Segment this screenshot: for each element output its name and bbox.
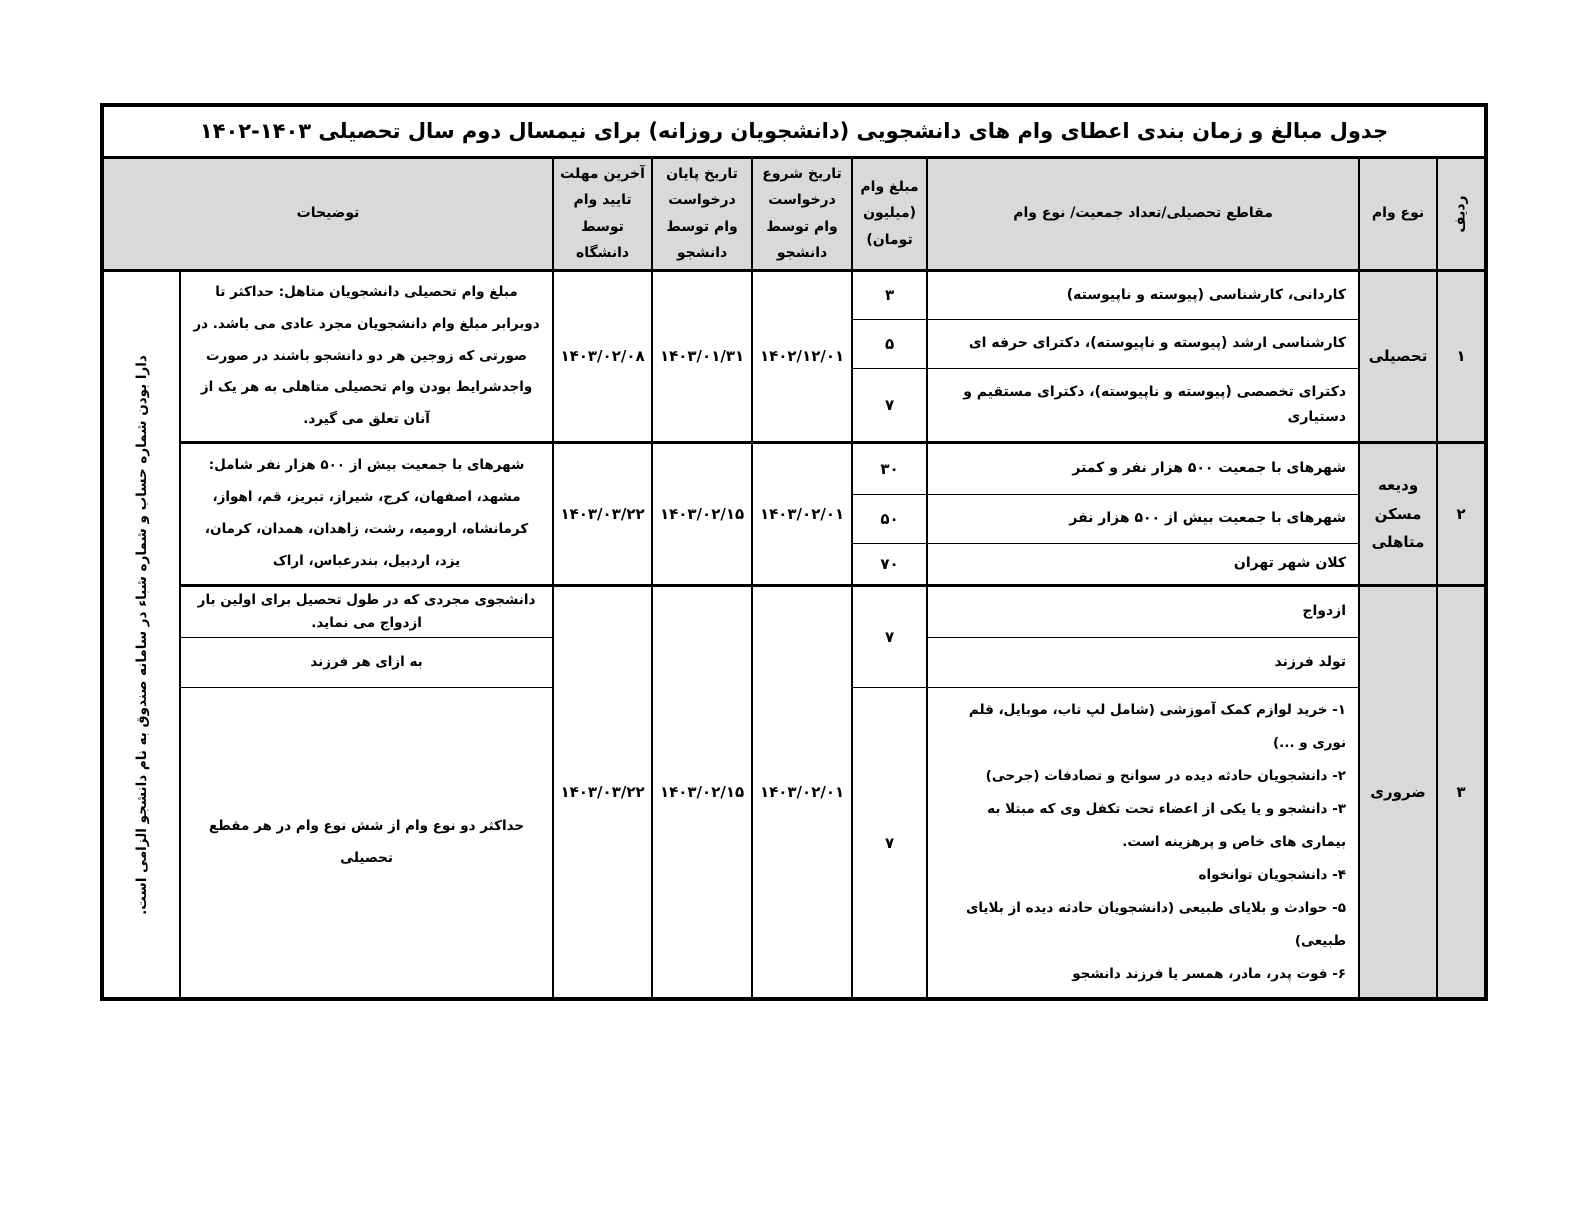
notes-cell: به ازای هر فرزند (180, 637, 553, 687)
level-cell: کارشناسی ارشد (پیوسته و ناپیوسته)، دکترای حرفه ای (927, 319, 1359, 368)
header-loan-type: نوع وام (1359, 157, 1437, 270)
amount-cell: ۳۰ (852, 442, 927, 494)
header-notes: توضیحات (102, 157, 553, 270)
header-approval-deadline: آخرین مهلت تایید وام توسط دانشگاه (553, 157, 652, 270)
side-note-cell (102, 270, 180, 999)
header-row-number-label: ردیف (1452, 195, 1469, 233)
amount-cell: ۷ (852, 368, 927, 442)
header-levels: مقاطع تحصیلی/تعداد جمعیت/ نوع وام (927, 157, 1359, 270)
amount-cell: ۵۰ (852, 494, 927, 543)
end-date-cell: ۱۴۰۳/۰۲/۱۵ (652, 585, 752, 999)
title-row (102, 105, 1486, 157)
level-cell: ازدواج (927, 585, 1359, 637)
level-list-cell (927, 687, 1359, 999)
deadline-cell: ۱۴۰۳/۰۳/۲۲ (553, 442, 652, 585)
level-cell: شهرهای با جمعیت ۵۰۰ هزار نفر و کمتر (927, 442, 1359, 494)
start-date-cell: ۱۴۰۲/۱۲/۰۱ (752, 270, 852, 442)
list-item: ۵- حوادث و بلایای طبیعی (دانشجویان حادثه دیده از بلایای طبیعی) (965, 900, 1347, 950)
list-item: ۴- دانشجویان توانخواه (1198, 867, 1347, 884)
table-row (102, 270, 1486, 319)
table-row (102, 585, 1486, 637)
list-item: ۳- دانشجو و یا یکی از اعضاء تحت تکفل وی که مبتلا به بیماری های خاص و پرهزینه است. (987, 800, 1347, 850)
amount-cell: ۷۰ (852, 543, 927, 585)
level-cell: شهرهای با جمعیت بیش از ۵۰۰ هزار نفر (927, 494, 1359, 543)
end-date-cell: ۱۴۰۳/۰۲/۱۵ (652, 442, 752, 585)
start-date-cell: ۱۴۰۳/۰۲/۰۱ (752, 585, 852, 999)
page-title: جدول مبالغ و زمان بندی اعطای وام های دانشجویی (دانشجویان روزانه) برای نیمسال دوم سال تحصیلی ۱۴۰۳-۱۴۰۲ (102, 105, 1486, 157)
loan-type-cell: ودیعه مسکن متاهلی (1359, 442, 1437, 585)
row-number-cell: ۱ (1437, 270, 1486, 442)
loan-type-cell: تحصیلی (1359, 270, 1437, 442)
level-cell: دکترای تخصصی (پیوسته و ناپیوسته)، دکترای مستقیم و دستیاری (927, 368, 1359, 442)
amount-cell: ۷ (852, 585, 927, 687)
notes-cell: شهرهای با جمعیت بیش از ۵۰۰ هزار نفر شامل: مشهد، اصفهان، کرج، شیراز، تبریز، قم، اهواز، کرمانشاه، ارومیه، رشت، زاهدان، همدان، کرمان، یزد، اردبیل، بندرعباس، اراک (180, 442, 553, 585)
header-row-number (1437, 157, 1486, 270)
notes-cell: حداکثر دو نوع وام از شش نوع وام در هر مقطع تحصیلی (180, 687, 553, 999)
loan-type-cell: ضروری (1359, 585, 1437, 999)
amount-cell: ۳ (852, 270, 927, 319)
loan-schedule-table (100, 103, 1488, 1001)
list-item: ۶- فوت پدر، مادر، همسر یا فرزند دانشجو (1072, 966, 1347, 983)
level-cell: کاردانی، کارشناسی (پیوسته و ناپیوسته) (927, 270, 1359, 319)
header-end-date: تاریخ پایان درخواست وام توسط دانشجو (652, 157, 752, 270)
header-row (102, 157, 1486, 270)
header-amount: مبلغ وام (میلیون تومان) (852, 157, 927, 270)
notes-cell: دانشجوی مجردی که در طول تحصیل برای اولین بار ازدواج می نماید. (180, 585, 553, 637)
side-note-text: دارا بودن شماره حساب و شماره شباء در سامانه صندوق به نام دانشجو الزامی است. (133, 354, 150, 915)
table-row (102, 442, 1486, 494)
end-date-cell: ۱۴۰۳/۰۱/۳۱ (652, 270, 752, 442)
row-number-cell: ۲ (1437, 442, 1486, 585)
deadline-cell: ۱۴۰۳/۰۲/۰۸ (553, 270, 652, 442)
amount-cell: ۷ (852, 687, 927, 999)
start-date-cell: ۱۴۰۳/۰۲/۰۱ (752, 442, 852, 585)
list-item: ۲- دانشجویان حادثه دیده در سوانح و تصادفات (جرحی) (985, 767, 1347, 784)
level-cell: تولد فرزند (927, 637, 1359, 687)
level-cell: کلان شهر تهران (927, 543, 1359, 585)
amount-cell: ۵ (852, 319, 927, 368)
list-item: ۱- خرید لوازم کمک آموزشی (شامل لپ تاب، موبایل، قلم نوری و ...) (968, 701, 1347, 751)
header-start-date: تاریخ شروع درخواست وام توسط دانشجو (752, 157, 852, 270)
row-number-cell: ۳ (1437, 585, 1486, 999)
notes-cell: مبلغ وام تحصیلی دانشجویان متاهل: حداکثر تا دوبرابر مبلغ وام دانشجویان مجرد عادی می باشد. در صورتی که زوجین هر دو دانشجو باشند در صورت واجدشرایط بودن وام تحصیلی متاهلی به هر یک از آنان تعلق می گیرد. (180, 270, 553, 442)
deadline-cell: ۱۴۰۳/۰۳/۲۲ (553, 585, 652, 999)
